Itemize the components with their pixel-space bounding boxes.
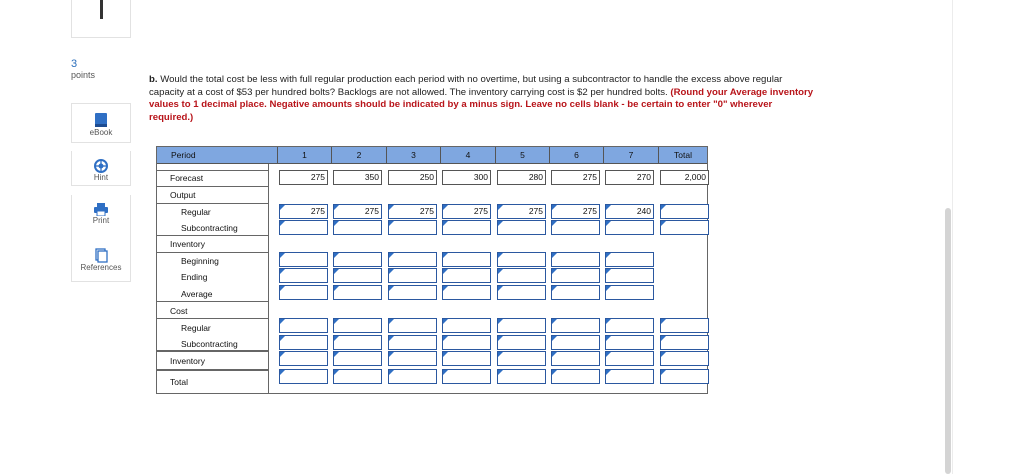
forecast-cell-6: 275 (551, 170, 600, 185)
regular-output-input-2[interactable]: 275 (333, 204, 382, 219)
inventory-cost-input-5[interactable] (497, 351, 546, 366)
regular-output-input-8[interactable] (660, 204, 709, 219)
row-label-average: Average (181, 289, 213, 299)
question-instruction: (Round your Average inventory values to 1 decimal place. Negative amounts should be indicated by a minus sign. Leave no cells blank - be certain to enter "0" wherever required.) (149, 86, 814, 123)
label-column-divider (268, 164, 269, 393)
total-cost-input-6[interactable] (551, 369, 600, 384)
average-inventory-input-6[interactable] (551, 285, 600, 300)
references-button[interactable] (71, 237, 131, 282)
header-period-5: 5 (496, 147, 550, 163)
beginning-inventory-input-2[interactable] (333, 252, 382, 267)
row-label-regular: Regular (181, 207, 211, 217)
question-body: Would the total cost be less with full regular production each period with no overtime, but using a subcontractor to handle the excess above regular capacity at a cost of $53 per hundred bolts? Backlogs are not allowed. The inventory carrying cost is $2 per hundred bolts. (149, 74, 783, 98)
average-inventory-input-4[interactable] (442, 285, 491, 300)
average-inventory-input-7[interactable] (605, 285, 654, 300)
header-period-2: 2 (332, 147, 387, 163)
row-label-ending: Ending (181, 272, 208, 282)
inventory-cost-input-1[interactable] (279, 351, 328, 366)
regular-cost-input-5[interactable] (497, 318, 546, 333)
references-icon (95, 248, 108, 263)
inventory-cost-input-2[interactable] (333, 351, 382, 366)
total-cost-input-2[interactable] (333, 369, 382, 384)
subcontracting-input-2[interactable] (333, 220, 382, 235)
subcontracting-input-1[interactable] (279, 220, 328, 235)
row-label-forecast: Forecast (170, 173, 204, 183)
regular-output-input-5[interactable]: 275 (497, 204, 546, 219)
subcontracting-input-8[interactable] (660, 220, 709, 235)
inventory-cost-input-3[interactable] (388, 351, 437, 366)
beginning-inventory-input-3[interactable] (388, 252, 437, 267)
subcontracting-cost-input-7[interactable] (605, 335, 654, 350)
ebook-button[interactable] (71, 103, 131, 143)
ending-inventory-input-3[interactable] (388, 268, 437, 283)
row-label-subcontracting: Subcontracting (181, 223, 238, 233)
subcontracting-input-3[interactable] (388, 220, 437, 235)
inventory-cost-input-4[interactable] (442, 351, 491, 366)
vertical-scrollbar[interactable] (945, 208, 951, 474)
subcontracting-input-6[interactable] (551, 220, 600, 235)
forecast-cell-8: 2,000 (660, 170, 709, 185)
inventory-cost-input-6[interactable] (551, 351, 600, 366)
total-cost-input-8[interactable] (660, 369, 709, 384)
question-text (149, 74, 814, 124)
ending-inventory-input-7[interactable] (605, 268, 654, 283)
header-period-6: 6 (550, 147, 604, 163)
ebook-icon (94, 112, 108, 128)
forecast-cell-1: 275 (279, 170, 328, 185)
print-icon (94, 203, 108, 216)
subcontracting-cost-input-2[interactable] (333, 335, 382, 350)
regular-cost-input-2[interactable] (333, 318, 382, 333)
ending-inventory-input-1[interactable] (279, 268, 328, 283)
average-inventory-input-5[interactable] (497, 285, 546, 300)
regular-cost-input-8[interactable] (660, 318, 709, 333)
regular-output-input-4[interactable]: 275 (442, 204, 491, 219)
row-label-cost: Cost (170, 306, 188, 316)
row-label-output: Output (170, 190, 196, 200)
inventory-cost-input-7[interactable] (605, 351, 654, 366)
ending-inventory-input-6[interactable] (551, 268, 600, 283)
ending-inventory-input-2[interactable] (333, 268, 382, 283)
print-button[interactable] (71, 195, 131, 237)
regular-cost-input-6[interactable] (551, 318, 600, 333)
header-period-7: 7 (604, 147, 659, 163)
regular-output-input-1[interactable]: 275 (279, 204, 328, 219)
references-label: References (80, 263, 122, 272)
total-cost-input-3[interactable] (388, 369, 437, 384)
row-label-cost-inventory: Inventory (170, 356, 205, 366)
total-cost-input-7[interactable] (605, 369, 654, 384)
regular-output-input-6[interactable]: 275 (551, 204, 600, 219)
average-inventory-input-1[interactable] (279, 285, 328, 300)
marker-bar (100, 0, 103, 19)
regular-cost-input-1[interactable] (279, 318, 328, 333)
ending-inventory-input-5[interactable] (497, 268, 546, 283)
forecast-cell-7: 270 (605, 170, 654, 185)
regular-cost-input-7[interactable] (605, 318, 654, 333)
row-label-cost-regular: Regular (181, 323, 211, 333)
regular-output-input-3[interactable]: 275 (388, 204, 437, 219)
subcontracting-cost-input-3[interactable] (388, 335, 437, 350)
table-header (157, 147, 707, 164)
header-period-1: 1 (278, 147, 332, 163)
header-total: Total (674, 150, 692, 160)
points-label: points (71, 70, 96, 80)
beginning-inventory-input-4[interactable] (442, 252, 491, 267)
question-part: b. (149, 74, 158, 85)
hint-button[interactable] (71, 151, 131, 186)
subcontracting-cost-input-1[interactable] (279, 335, 328, 350)
subcontracting-input-4[interactable] (442, 220, 491, 235)
subcontracting-cost-input-6[interactable] (551, 335, 600, 350)
beginning-inventory-input-7[interactable] (605, 252, 654, 267)
subcontracting-cost-input-5[interactable] (497, 335, 546, 350)
header-period: Period (157, 147, 278, 163)
inventory-cost-input-8[interactable] (660, 351, 709, 366)
forecast-cell-3: 250 (388, 170, 437, 185)
forecast-cell-2: 350 (333, 170, 382, 185)
forecast-cell-4: 300 (442, 170, 491, 185)
subcontracting-cost-input-4[interactable] (442, 335, 491, 350)
header-period-4: 4 (441, 147, 496, 163)
hint-icon (94, 159, 108, 173)
average-inventory-input-2[interactable] (333, 285, 382, 300)
previous-question-box (71, 0, 131, 38)
total-cost-input-1[interactable] (279, 369, 328, 384)
hint-label: Hint (93, 173, 109, 182)
regular-output-input-7[interactable]: 240 (605, 204, 654, 219)
ebook-label: eBook (89, 128, 113, 137)
header-period-3: 3 (387, 147, 441, 163)
regular-cost-input-4[interactable] (442, 318, 491, 333)
regular-cost-input-3[interactable] (388, 318, 437, 333)
content-right-border (952, 0, 953, 474)
points-value: 3 (71, 58, 78, 70)
row-label-inventory: Inventory (170, 239, 205, 249)
average-inventory-input-3[interactable] (388, 285, 437, 300)
total-cost-input-5[interactable] (497, 369, 546, 384)
beginning-inventory-input-1[interactable] (279, 252, 328, 267)
total-cost-input-4[interactable] (442, 369, 491, 384)
row-label-beginning: Beginning (181, 256, 219, 266)
aggregate-plan-table (156, 146, 708, 394)
beginning-inventory-input-5[interactable] (497, 252, 546, 267)
subcontracting-cost-input-8[interactable] (660, 335, 709, 350)
row-label-total: Total (170, 377, 188, 387)
row-label-cost-subcontracting: Subcontracting (181, 339, 238, 349)
ending-inventory-input-4[interactable] (442, 268, 491, 283)
subcontracting-input-5[interactable] (497, 220, 546, 235)
print-label: Print (92, 216, 110, 225)
beginning-inventory-input-6[interactable] (551, 252, 600, 267)
subcontracting-input-7[interactable] (605, 220, 654, 235)
forecast-cell-5: 280 (497, 170, 546, 185)
